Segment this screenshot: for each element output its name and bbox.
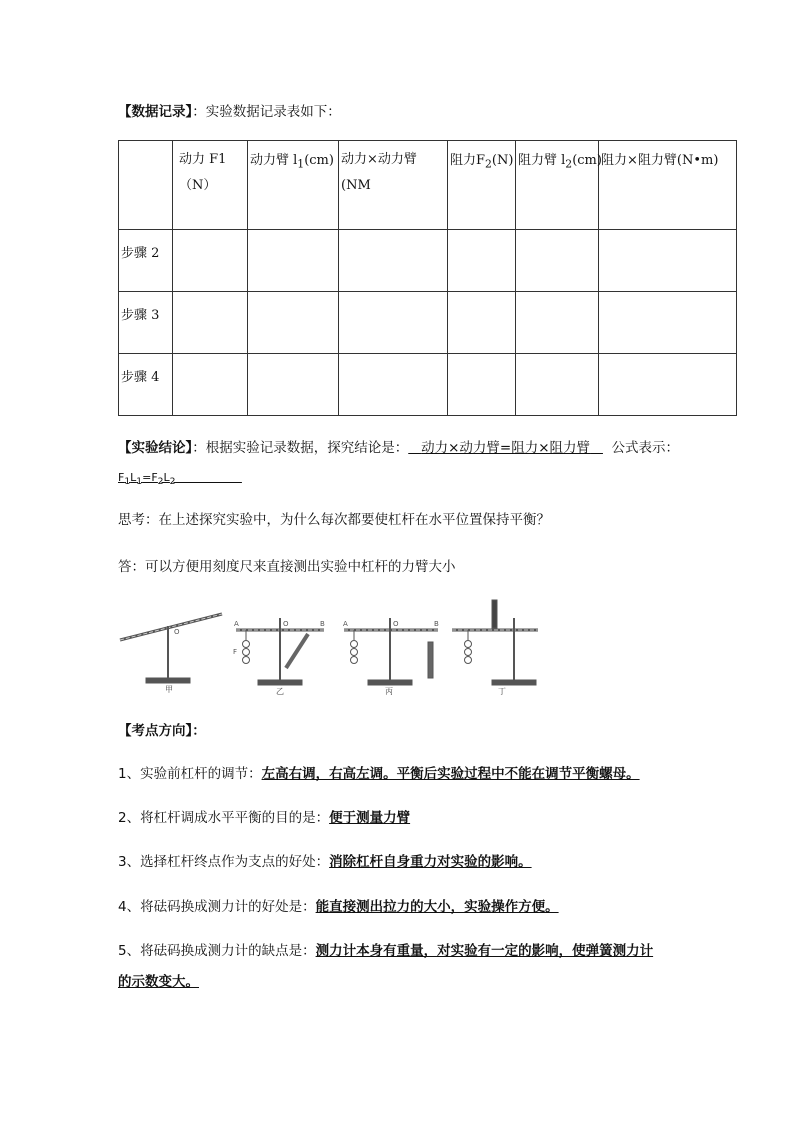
caption: 乙 — [276, 687, 284, 696]
exam-point-answer: 便于测量力臂 — [329, 810, 411, 826]
svg-text:A: A — [343, 620, 348, 628]
table-header-cell — [119, 141, 173, 230]
table-cell — [448, 230, 516, 292]
exam-point-answer: 的示数变大。 — [118, 974, 199, 990]
table-cell — [448, 292, 516, 354]
caption: 丙 — [385, 687, 393, 696]
table-cell — [173, 292, 248, 354]
table-row — [119, 354, 737, 416]
table-cell — [173, 230, 248, 292]
exam-point-item: 2、将杠杆调成水平平衡的目的是：便于测量力臂 — [118, 810, 411, 826]
label-f: F — [233, 648, 238, 656]
thinking-answer: 答：可以方便用刻度尺来直接测出实验中杠杆的力臂大小 — [118, 559, 456, 575]
column-force1-label: 动力 F1 — [179, 152, 227, 167]
table-cell — [339, 354, 448, 416]
table-cell — [339, 292, 448, 354]
table-row — [119, 292, 737, 354]
table-cell — [516, 230, 599, 292]
lever-balanced-hanging — [343, 618, 439, 696]
table-header-cell: 阻力×阻力臂(N•m) — [599, 141, 737, 230]
row-label: 步骤 4 — [119, 354, 173, 416]
svg-text:O: O — [393, 620, 399, 628]
exam-point-item: 4、将砝码换成测力计的好处是：能直接测出拉力的大小，实验操作方便。 — [118, 899, 559, 915]
table-cell — [448, 354, 516, 416]
table-cell — [599, 230, 737, 292]
label-o: O — [174, 628, 180, 636]
data-record-heading: 【数据记录】 — [118, 104, 193, 120]
data-record-line — [118, 102, 341, 122]
formula-label: 公式表示： — [611, 440, 680, 456]
lever-vertical-spring — [452, 600, 538, 696]
row-label: 步骤 2 — [119, 230, 173, 292]
formula: $F_1L_1=F_2L_2$ — [118, 471, 176, 488]
conclusion-text: ：根据实验记录数据，探究结论是： — [192, 440, 409, 456]
table-cell — [516, 292, 599, 354]
exam-point-answer: 测力计本身有重量，对实验有一定的影响，使弹簧测力计 — [315, 943, 654, 959]
table-row — [119, 230, 737, 292]
data-record-table — [118, 140, 737, 416]
table-cell — [599, 292, 737, 354]
table-cell — [248, 292, 339, 354]
table-cell — [599, 354, 737, 416]
row-label: 步骤 3 — [119, 292, 173, 354]
table-cell — [516, 354, 599, 416]
conclusion-heading: 【实验结论】 — [118, 440, 193, 456]
label-o: O — [283, 620, 289, 628]
exam-point-item: 5、将砝码换成测力计的缺点是：测力计本身有重量，对实验有一定的影响，使弹簧测力计 — [118, 943, 654, 959]
exam-points-heading: 【考点方向】： — [118, 723, 206, 739]
lever-experiment-figure — [118, 596, 548, 696]
lever-balanced-spring — [233, 618, 325, 696]
svg-text:B: B — [434, 620, 439, 628]
exam-point-answer: 能直接测出拉力的大小，实验操作方便。 — [315, 899, 559, 915]
conclusion-answer: 动力×动力臂=阻力×阻力臂 — [421, 440, 591, 456]
table-cell — [248, 354, 339, 416]
table-cell — [173, 354, 248, 416]
table-header-cell: 阻力臂 $l_2(cm)$ — [516, 141, 599, 230]
table-header-row — [119, 141, 737, 230]
caption: 甲 — [165, 685, 173, 694]
thinking-question: 思考：在上述探究实验中，为什么每次都要使杠杆在水平位置保持平衡？ — [118, 512, 550, 528]
exam-point-item: 3、选择杠杆终点作为支点的好处：消除杠杆自身重力对实验的影响。 — [118, 854, 532, 870]
lever-tilted — [120, 614, 222, 694]
exam-point-item: 1、实验前杠杆的调节：左高右调，右高左调。平衡后实验过程中不能在调节平衡螺母。 — [118, 766, 640, 782]
label-a: A — [234, 620, 239, 628]
table-header-cell: 阻力$F_2(N)$ — [448, 141, 516, 230]
table-header-cell: 动力×动力臂 (NM — [339, 141, 448, 230]
table-cell — [339, 230, 448, 292]
conclusion-line — [118, 438, 679, 458]
data-record-intro: ：实验数据记录表如下： — [192, 104, 341, 120]
table-cell — [248, 230, 339, 292]
label-b: B — [320, 620, 325, 628]
table-header-cell: 动力臂 $l_1(cm)$ — [248, 141, 339, 230]
exam-point-answer: 左高右调，右高左调。平衡后实验过程中不能在调节平衡螺母。 — [261, 766, 640, 782]
caption: 丁 — [498, 687, 506, 696]
exam-point-item-cont — [118, 972, 199, 992]
table-header-cell: 动力 F1 （N） — [173, 141, 248, 230]
exam-point-answer: 消除杠杆自身重力对实验的影响。 — [329, 854, 532, 870]
